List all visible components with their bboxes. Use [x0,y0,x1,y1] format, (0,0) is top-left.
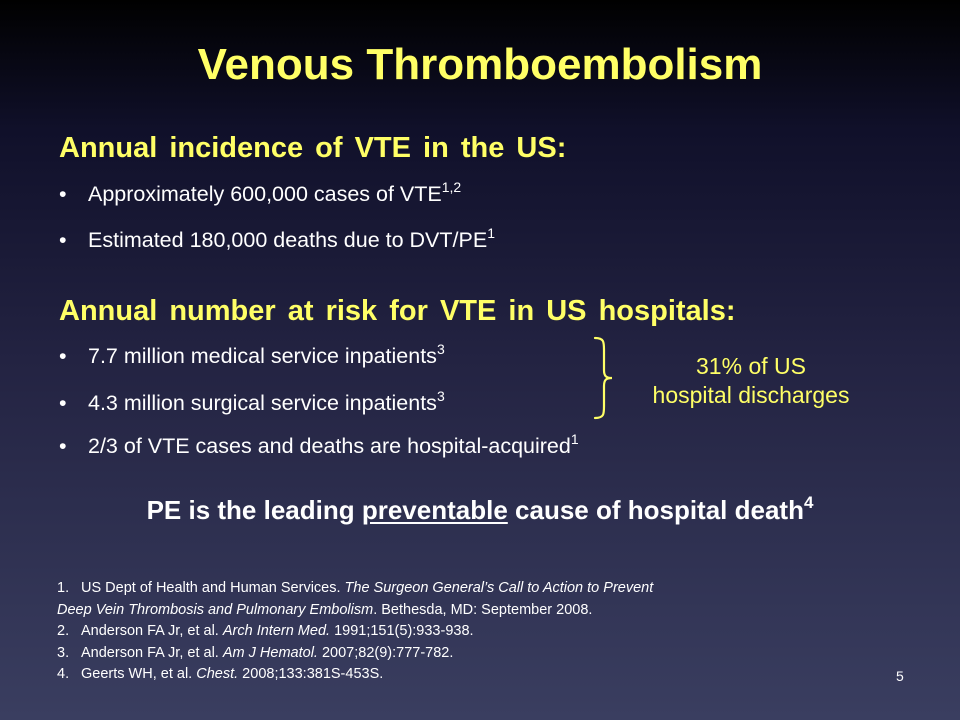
bullet-dot: • [59,228,67,252]
reference-item [57,664,653,686]
bullet-text: Approximately 600,000 cases of VTE [88,182,442,206]
bullet-text: Estimated 180,000 deaths due to DVT/PE [88,228,488,252]
reference-title: Deep Vein Thrombosis and Pulmonary Embolism [57,601,374,618]
bullet-deaths [59,225,495,253]
section-heading-incidence: Annual incidence of VTE in the US: [59,132,567,164]
reference-item [57,643,653,665]
bullet-medical-inpatients [59,341,445,369]
bullet-dot: • [59,391,67,415]
citation-superscript: 4 [803,493,814,512]
page-number: 5 [896,668,904,684]
reference-text: Anderson FA Jr, et al. [81,623,223,639]
bullet-text: 7.7 million medical service inpatients [88,344,437,368]
note-line-1: 31% of US [696,353,806,379]
statement-underlined: preventable [361,495,508,525]
reference-text: Anderson FA Jr, et al. [81,644,223,661]
reference-item [57,621,653,643]
reference-item-continuation [57,600,653,622]
reference-journal: Chest. [196,666,239,682]
bullet-text: 4.3 million surgical service inpatients [88,391,437,415]
bullet-dot: • [59,182,67,206]
reference-number: 3. [57,644,70,661]
citation-superscript: 3 [436,388,445,404]
bullet-hospital-acquired [59,431,579,459]
key-statement [0,495,960,526]
bullet-surgical-inpatients [59,388,445,416]
bullet-dot: • [59,344,67,368]
slide-title: Venous Thromboembolism [197,40,763,89]
reference-text: Geerts WH, et al. [81,666,197,682]
citation-superscript: 1,2 [441,179,462,195]
reference-title: The Surgeon General’s Call to Action to Prevent [344,580,654,596]
reference-number: 2. [57,623,70,639]
citation-superscript: 3 [436,341,445,357]
citation-superscript: 1 [570,431,579,447]
reference-journal: Arch Intern Med. [222,623,331,639]
reference-journal: Am J Hematol. [222,644,318,661]
section-heading-at-risk: Annual number at risk for VTE in US hospitals: [59,295,736,327]
citation-superscript: 1 [487,225,495,241]
reference-text: . Bethesda, MD: September 2008. [373,601,593,618]
reference-number: 1. [57,580,70,596]
bullet-cases [59,179,462,207]
reference-number: 4. [57,666,70,682]
reference-citation: 2008;133:381S-453S. [238,666,384,682]
reference-citation: 2007;82(9):777-782. [317,644,454,661]
bullet-dot: • [59,434,67,458]
note-line-2: hospital discharges [652,382,850,408]
curly-brace-icon [592,336,616,420]
bullet-text: 2/3 of VTE cases and deaths are hospital-acquired [88,434,571,458]
reference-text: US Dept of Health and Human Services. [81,580,345,596]
reference-citation: 1991;151(5):933-938. [330,623,474,639]
discharge-percentage-note [620,352,882,410]
statement-after: cause of hospital death [507,495,804,525]
references-list [57,578,653,686]
reference-item [57,578,653,600]
statement-before: PE is the leading [146,495,362,525]
